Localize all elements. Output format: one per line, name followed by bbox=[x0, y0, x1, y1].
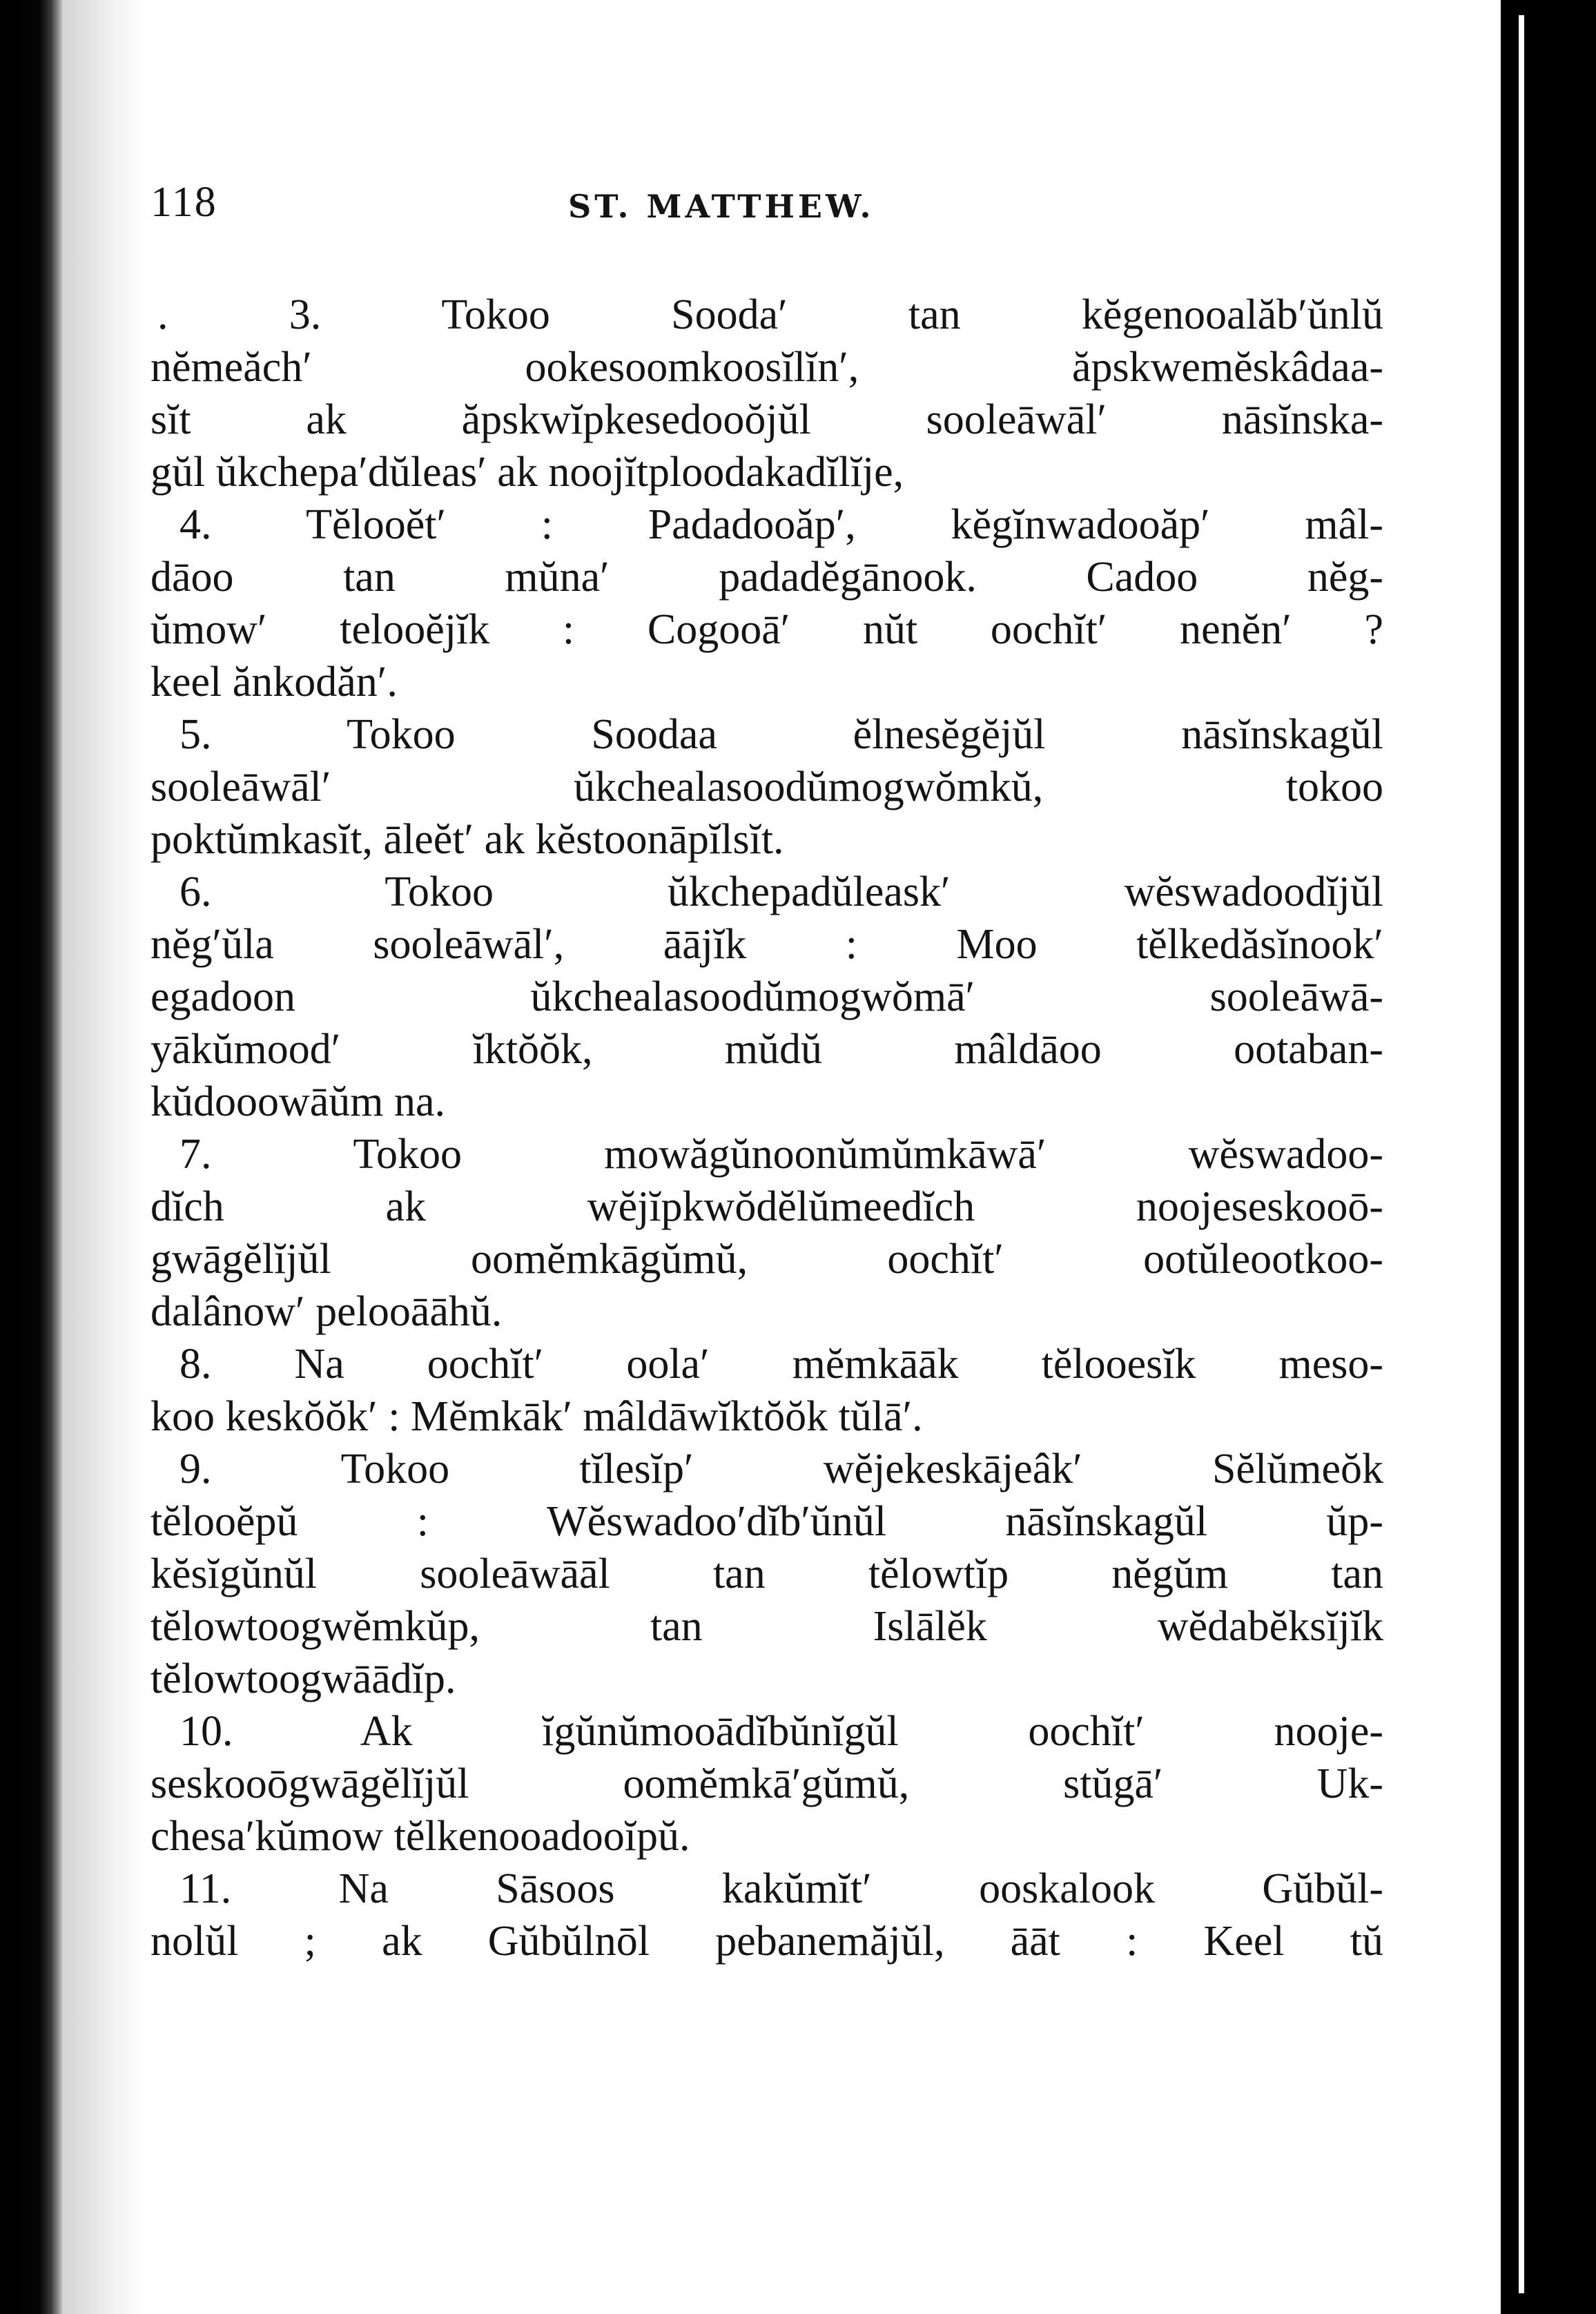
verse-line: 8. Na oochĭt′ oola′ mĕmkāāk tĕlooesĭk meso- bbox=[179, 1341, 1383, 1388]
scripture-text bbox=[150, 289, 1383, 1967]
verse-line: tĕlooĕpŭ : Wĕswadoo′dĭb′ŭnŭl nāsĭnskagŭl ŭp- bbox=[150, 1498, 1383, 1545]
gutter-shadow bbox=[64, 0, 146, 2314]
verse-line: keel ănkodăn′. bbox=[150, 659, 398, 706]
verse-line: dĭch ak wĕjĭpkwŏdĕlŭmeedĭch noojeseskooō- bbox=[150, 1183, 1383, 1230]
verse-line: tĕlowtoogwāādĭp. bbox=[150, 1655, 456, 1702]
verse-8 bbox=[150, 1338, 1383, 1443]
verse-line: chesa′kŭmow tĕlkenooadooĭpŭ. bbox=[150, 1813, 690, 1860]
verse-line: sooleāwāl′ ŭkchealasoodŭmogwŏmkŭ, tokoo bbox=[150, 764, 1383, 810]
verse-line: tĕlowtoogwĕmkŭp, tan Islālĕk wĕdabĕksĭjĭk bbox=[150, 1603, 1383, 1650]
verse-line: koo keskŏŏk′ : Mĕmkāk′ mâldāwĭktŏŏk tŭlā′. bbox=[150, 1393, 923, 1440]
verse-line: gŭl ŭkchepa′dŭleas′ ak noojĭtploodakadĭlĭje, bbox=[150, 449, 904, 496]
scan-right-strip bbox=[1519, 15, 1524, 2293]
verse-line: 5. Tokoo Soodaa ĕlnesĕgĕjŭl nāsĭnskagŭl bbox=[179, 711, 1383, 758]
page-number: 118 bbox=[150, 179, 217, 226]
verse-line: . 3. Tokoo Sooda′ tan kĕgenooalăb′ŭnlŭ bbox=[157, 291, 1383, 338]
verse-line: dāoo tan mŭna′ padadĕgānook. Cadoo nĕg- bbox=[150, 554, 1383, 601]
verse-line: kŭdooowāŭm na. bbox=[150, 1078, 446, 1125]
running-head bbox=[150, 178, 1383, 240]
verse-line: seskooōgwāgĕlĭjŭl oomĕmkā′gŭmŭ, stŭgā′ Uk- bbox=[150, 1760, 1383, 1807]
verse-6 bbox=[150, 866, 1383, 1128]
verse-5 bbox=[150, 708, 1383, 866]
verse-line: kĕsĭgŭnŭl sooleāwāāl tan tĕlowtĭp nĕgŭm tan bbox=[150, 1550, 1383, 1597]
verse-line: ŭmow′ telooĕjĭk : Cogooā′ nŭt oochĭt′ nenĕn′ ? bbox=[150, 606, 1383, 653]
verse-line: yākŭmood′ ĭktŏŏk, mŭdŭ mâldāoo ootaban- bbox=[150, 1026, 1383, 1073]
verse-line: gwāgĕlĭjŭl oomĕmkāgŭmŭ, oochĭt′ ootŭleootkoo- bbox=[150, 1236, 1383, 1283]
verse-4 bbox=[150, 498, 1383, 708]
verse-line: egadoon ŭkchealasoodŭmogwŏmā′ sooleāwā- bbox=[150, 973, 1383, 1020]
verse-line: nĕmeăch′ ookesoomkoosĭlĭn′, ăpskwemĕskâdaa- bbox=[150, 344, 1383, 391]
verse-line: sĭt ak ăpskwĭpkesedooŏjŭl sooleāwāl′ nāsĭnska- bbox=[150, 396, 1383, 443]
scan-left-edge bbox=[0, 0, 64, 2314]
verse-7 bbox=[150, 1128, 1383, 1338]
verse-10 bbox=[150, 1705, 1383, 1863]
verse-9 bbox=[150, 1443, 1383, 1705]
verse-line: 9. Tokoo tĭlesĭp′ wĕjekeskājeâk′ Sĕlŭmeŏk bbox=[179, 1446, 1383, 1493]
verse-line: nolŭl ; ak Gŭbŭlnōl pebanemăjŭl, āāt : Keel tŭ bbox=[150, 1918, 1383, 1965]
verse-line: 4. Tĕlooĕt′ : Padadooăp′, kĕgĭnwadooăp′ mâl- bbox=[179, 501, 1383, 548]
book-title: ST. MATTHEW. bbox=[568, 188, 875, 225]
verse-line: 6. Tokoo ŭkchepadŭleask′ wĕswadoodĭjŭl bbox=[179, 868, 1383, 915]
verse-line: 11. Na Sāsoos kakŭmĭt′ ooskalook Gŭbŭl- bbox=[179, 1865, 1383, 1912]
verse-line: 10. Ak ĭgŭnŭmooādĭbŭnĭgŭl oochĭt′ nooje- bbox=[179, 1708, 1383, 1755]
verse-line: 7. Tokoo mowăgŭnoonŭmŭmkāwā′ wĕswadoo- bbox=[179, 1131, 1383, 1178]
verse-line: poktŭmkasĭt, āleĕt′ ak kĕstoonāpĭlsĭt. bbox=[150, 816, 784, 863]
scan-right-edge bbox=[1501, 0, 1596, 2314]
verse-3 bbox=[150, 289, 1383, 498]
verse-11 bbox=[150, 1863, 1383, 1967]
verse-line: nĕg′ŭla sooleāwāl′, āājĭk : Moo tĕlkedăsĭnook′ bbox=[150, 921, 1383, 968]
verse-line: dalânow′ pelooāāhŭ. bbox=[150, 1288, 503, 1335]
